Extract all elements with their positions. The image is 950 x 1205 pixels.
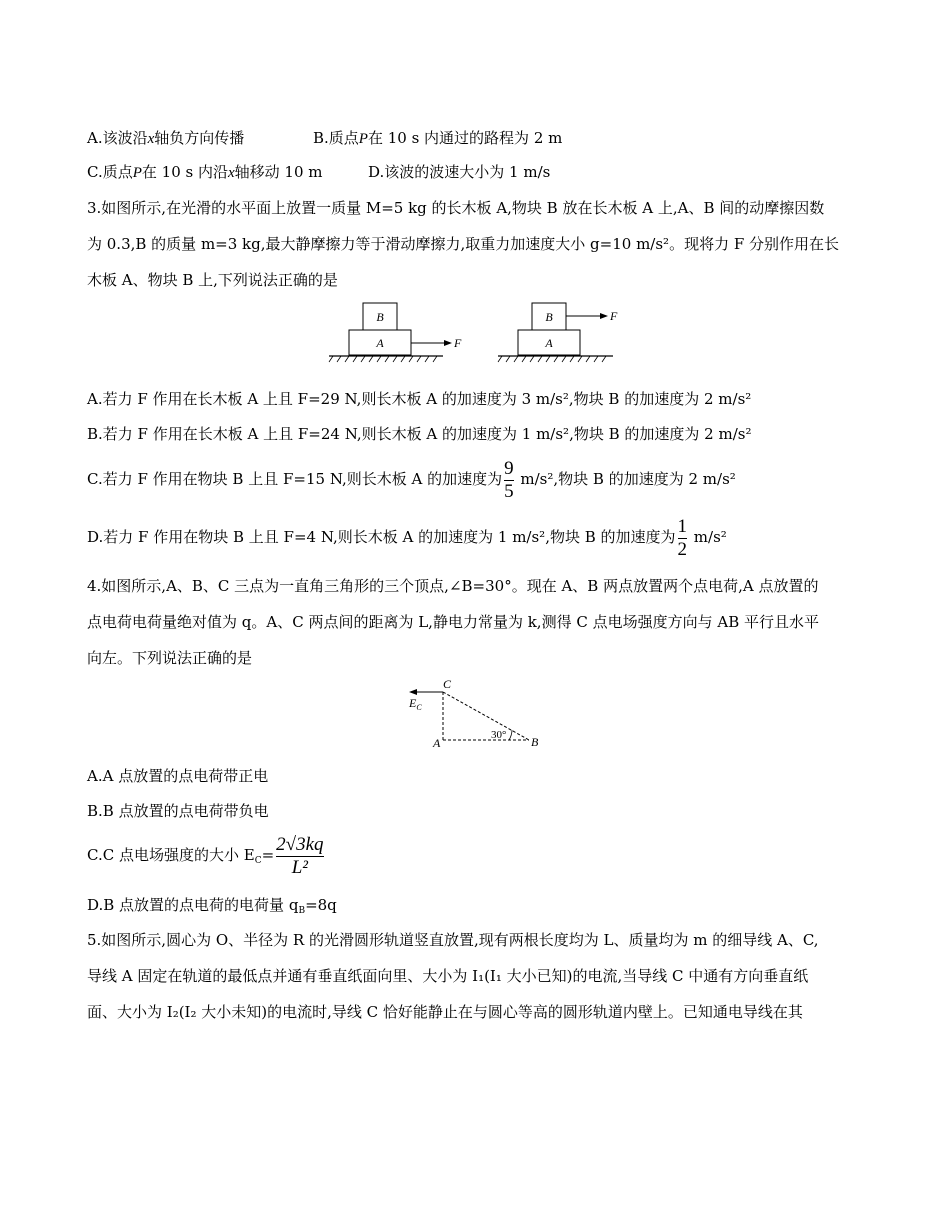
q3-stem-line3: 木板 A、物块 B 上,下列说法正确的是 xyxy=(87,271,338,289)
q4-option-d: D.B 点放置的点电荷的电荷量 $q_B=8q$ xyxy=(87,896,337,916)
label-a: A xyxy=(433,736,441,750)
q3-figure xyxy=(327,298,627,368)
fraction-1-2: $\frac{1}{2}$ xyxy=(677,515,688,560)
q3-option-b: B.若力 F 作用在长木板 A 上且 F=24 N,则长木板 A 的加速度为 1 m/s²,物块 B 的加速度为 2 m/s² xyxy=(87,425,752,443)
q5-stem-line2: 导线 A 固定在轨道的最低点并通有垂直纸面向里、大小为 I₁(I₁ 大小已知)的电流,当导线 C 中通有方向垂直纸 xyxy=(87,967,809,985)
fraction-9-5: $\frac{9}{5}$ xyxy=(504,457,514,502)
q2-option-a: A.该波沿x轴负方向传播 xyxy=(87,129,245,147)
q5-stem-line3: 面、大小为 I₂(I₂ 大小未知)的电流时,导线 C 恰好能静止在与圆心等高的圆形轨道内壁上。已知通电导线在其 xyxy=(87,1003,803,1021)
label-a-left: A xyxy=(376,336,384,350)
q3-option-d: D.若力 F 作用在物块 B 上且 F=4 N,则长木板 A 的加速度为 1 m/s²,物块 B 的加速度为 $\frac{1}{2}$ m/s² xyxy=(87,515,727,560)
q3-stem-line1: 3.如图所示,在光滑的水平面上放置一质量 M=5 kg 的长木板 A,物块 B 放在长木板 A 上,A、B 间的动摩擦因数 xyxy=(87,199,825,217)
label-f-left: F xyxy=(454,336,462,350)
label-f-right: F xyxy=(610,309,618,323)
label-angle: 30° xyxy=(491,729,507,741)
q4-option-b: B.B 点放置的点电荷带负电 xyxy=(87,802,269,820)
q4-option-a: A.A 点放置的点电荷带正电 xyxy=(87,767,269,785)
q3-option-c: C.若力 F 作用在物块 B 上且 F=15 N,则长木板 A 的加速度为 $\frac{9}{5}$ m/s²,物块 B 的加速度为 2 m/s² xyxy=(87,457,736,502)
q3-option-a: A.若力 F 作用在长木板 A 上且 F=29 N,则长木板 A 的加速度为 3 m/s²,物块 B 的加速度为 2 m/s² xyxy=(87,390,752,408)
q4-stem-line1: 4.如图所示,A、B、C 三点为一直角三角形的三个顶点,∠B=30°。现在 A、B 两点放置两个点电荷,A 点放置的 xyxy=(87,577,819,595)
label-e: $E_C$ xyxy=(409,696,422,712)
fraction-field-strength: $\frac{2√3kq}{\text{L²}}$ xyxy=(276,833,324,878)
label-b-left: B xyxy=(376,310,384,324)
q2-options-row2 xyxy=(87,162,551,183)
label-b: B xyxy=(531,735,539,749)
label-a-right: A xyxy=(545,336,553,350)
q4-option-c: C.C 点电场强度的大小 $E_C=$ $\frac{2√3kq}{\text{L²}}$ xyxy=(87,833,324,878)
q4-figure xyxy=(405,674,555,754)
label-c: C xyxy=(443,677,452,691)
q5-stem-line1: 5.如图所示,圆心为 O、半径为 R 的光滑圆形轨道竖直放置,现有两根长度均为 L、质量均为 m 的细导线 A、C, xyxy=(87,931,819,949)
q2-option-b: B.质点P在 10 s 内通过的路程为 2 m xyxy=(313,129,563,147)
q2-options-row1 xyxy=(87,128,563,149)
q3-stem-line2: 为 0.3,B 的质量 m=3 kg,最大静摩擦力等于滑动摩擦力,取重力加速度大小 g=10 m/s²。现将力 F 分别作用在长 xyxy=(87,235,840,253)
label-b-right: B xyxy=(545,310,553,324)
q2-option-c: C.质点P在 10 s 内沿x轴移动 10 m xyxy=(87,163,323,181)
q2-option-d: D.该波的波速大小为 1 m/s xyxy=(368,163,551,181)
q4-stem-line2: 点电荷电荷量绝对值为 q。A、C 两点间的距离为 L,静电力常量为 k,测得 C 点电场强度方向与 AB 平行且水平 xyxy=(87,613,819,631)
q4-stem-line3: 向左。下列说法正确的是 xyxy=(87,649,253,667)
